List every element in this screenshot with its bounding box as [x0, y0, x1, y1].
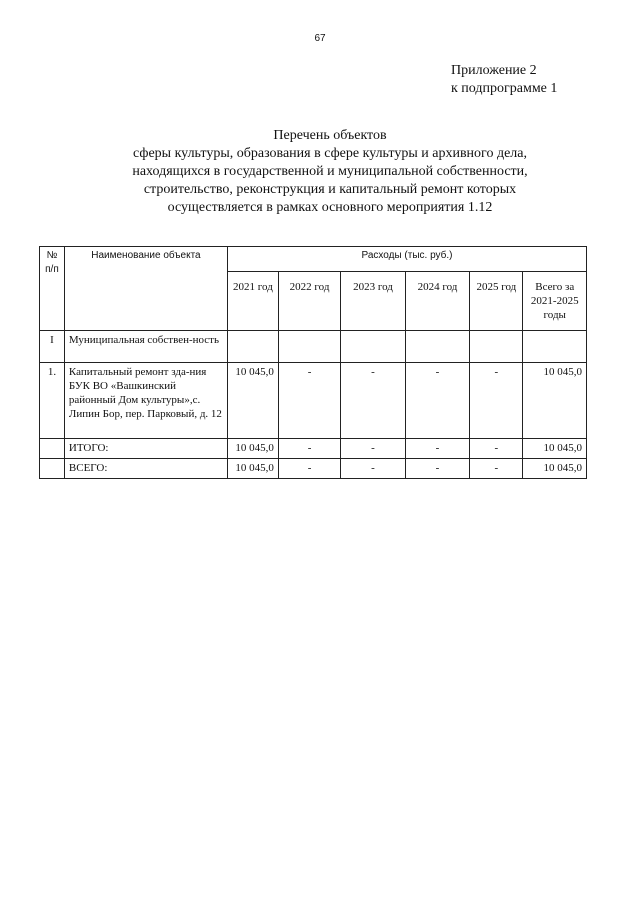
- title-line-3: находящихся в государственной и муниципальной собственности,: [132, 164, 528, 179]
- header-name: Наименование объекта: [64, 247, 227, 331]
- subtotal-value-2024: -: [405, 439, 470, 459]
- appendix-line-1: Приложение 2: [451, 63, 537, 78]
- subtotal-value-2023: -: [341, 439, 406, 459]
- title-line-5: осуществляется в рамках основного мероприятия 1.12: [167, 200, 493, 215]
- subtotal-label: ИТОГО:: [64, 439, 227, 459]
- subtotal-value-2022: -: [278, 439, 340, 459]
- section-num: I: [40, 331, 65, 363]
- table-header-row: [40, 247, 587, 272]
- grand-total-total: 10 045,0: [523, 459, 587, 479]
- item-value-2024: -: [405, 363, 470, 439]
- table-row-item: [40, 363, 587, 439]
- item-total: 10 045,0: [523, 363, 587, 439]
- header-year-2024: 2024 год: [405, 272, 470, 331]
- grand-total-value-2023: -: [341, 459, 406, 479]
- header-year-2023: 2023 год: [341, 272, 406, 331]
- subtotal-value-2025: -: [470, 439, 523, 459]
- grand-total-num: [40, 459, 65, 479]
- item-name: Капитальный ремонт зда-ния БУК ВО «Вашкинский районный Дом культуры»,с. Липин Бор, пер. Парковый, д. 12: [64, 363, 227, 439]
- subtotal-value-2021: 10 045,0: [227, 439, 278, 459]
- header-num: № п/п: [40, 247, 65, 331]
- title-line-4: строительство, реконструкция и капитальный ремонт которых: [143, 182, 517, 197]
- item-value-2023: -: [341, 363, 406, 439]
- section-cell-2021: [227, 331, 278, 363]
- item-value-2025: -: [470, 363, 523, 439]
- title-line-1: Перечень объектов: [273, 128, 387, 143]
- table-row-section: [40, 331, 587, 363]
- item-num: 1.: [40, 363, 65, 439]
- header-year-2025: 2025 год: [470, 272, 523, 331]
- grand-total-value-2024: -: [405, 459, 470, 479]
- header-year-2022: 2022 год: [278, 272, 340, 331]
- document-title: [90, 127, 570, 217]
- section-cell-total: [523, 331, 587, 363]
- section-cell-2023: [341, 331, 406, 363]
- appendix-note: [451, 62, 557, 98]
- grand-total-value-2025: -: [470, 459, 523, 479]
- subtotal-total: 10 045,0: [523, 439, 587, 459]
- grand-total-value-2021: 10 045,0: [227, 459, 278, 479]
- appendix-line-2: к подпрограмме 1: [451, 81, 558, 96]
- title-line-2: сферы культуры, образования в сфере культуры и архивного дела,: [133, 146, 527, 161]
- section-cell-2024: [405, 331, 470, 363]
- objects-table: [39, 246, 587, 479]
- header-expenses: Расходы (тыс. руб.): [227, 247, 586, 272]
- table-row-grand-total: [40, 459, 587, 479]
- section-cell-2025: [470, 331, 523, 363]
- table-row-subtotal: [40, 439, 587, 459]
- subtotal-num: [40, 439, 65, 459]
- grand-total-label: ВСЕГО:: [64, 459, 227, 479]
- item-value-2022: -: [278, 363, 340, 439]
- header-total: Всего за 2021-2025 годы: [523, 272, 587, 331]
- section-cell-2022: [278, 331, 340, 363]
- section-name: Муниципальная собствен-ность: [64, 331, 227, 363]
- item-value-2021: 10 045,0: [227, 363, 278, 439]
- page-number: 67: [314, 33, 326, 44]
- header-year-2021: 2021 год: [227, 272, 278, 331]
- grand-total-value-2022: -: [278, 459, 340, 479]
